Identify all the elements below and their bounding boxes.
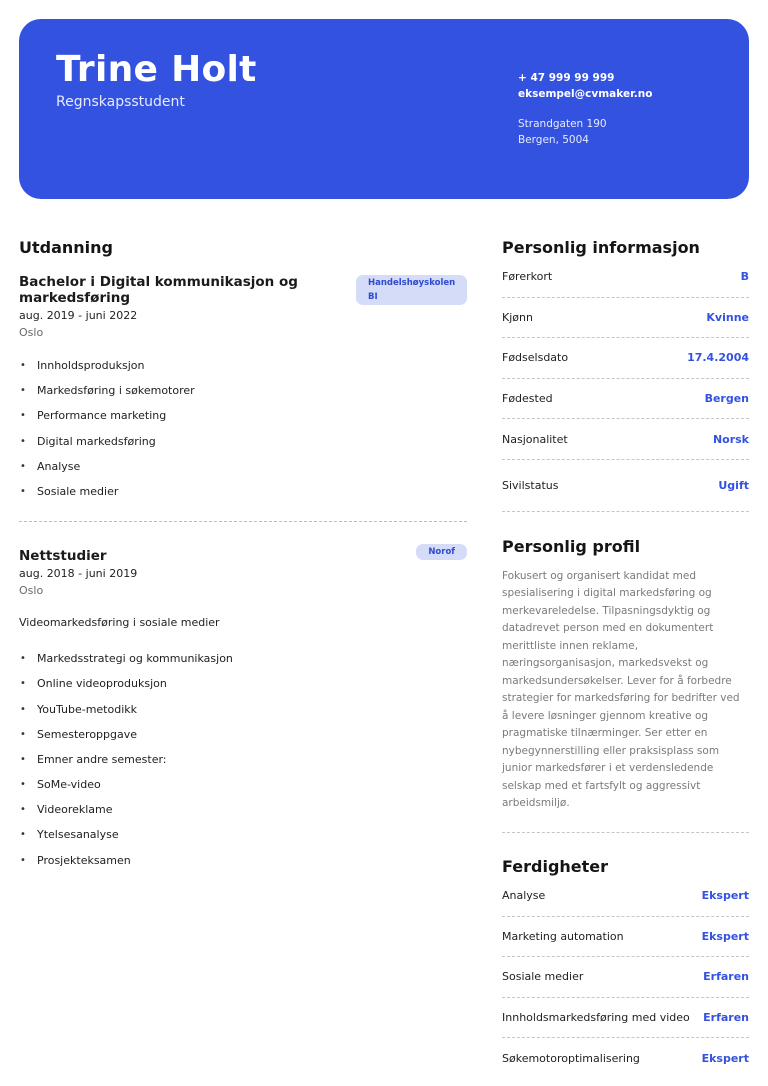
list-item: • Performance marketing [19,403,467,428]
info-value: Kvinne [706,310,749,324]
info-label: Nasjonalitet [502,432,568,446]
info-value: Ugift [718,478,749,492]
education-entry [19,274,467,504]
skill-level: Erfaren [703,1011,749,1025]
sidebar-column [502,238,749,1079]
skill-level: Erfaren [703,970,749,984]
skill-label: Marketing automation [502,929,624,943]
personal-info-row [502,338,749,379]
info-value: Bergen [704,392,749,406]
info-value: 17.4.2004 [687,351,749,365]
education-date: aug. 2018 - juni 2019 [19,567,138,581]
list-item: • Ytelsesanalyse [19,822,467,847]
education-course-list [19,353,467,504]
list-item: • Digital markedsføring [19,429,467,454]
city-address: Bergen, 5004 [518,134,589,146]
info-label: Kjønn [502,310,533,324]
profile-text: Fokusert og organisert kandidat med spesialisering i digital markedsføring og merkevareledelse. Tilpasningsdyktig og datadrevet person med en dokumentert merittliste innen reklame, næringsorganisasjon, markedsvekst og markedsundersøkelser. Lever for å forbedre strategier for markedsføring for bedrifter ved å levere løsninger gjennom kreative og pragmatiske tilnærminger. Ser etter en nybegynnerstilling eller praksisplass som junior markedsfører i et verdensledende selskap med et fartsfylt og aggressivt arbeidsmiljø. [502,569,740,810]
list-item: • Online videoproduksjon [19,671,467,696]
candidate-name: Trine Holt [56,49,257,90]
personal-info-row [502,257,749,298]
info-label: Sivilstatus [502,478,559,492]
education-place: Oslo [19,326,44,339]
education-section [19,238,467,873]
street-address: Strandgaten 190 [518,118,607,130]
education-date: aug. 2019 - juni 2022 [19,309,138,322]
skills-heading: Ferdigheter [502,856,609,876]
education-place: Oslo [19,584,44,598]
info-value: B [740,270,749,284]
personal-info-row [502,419,749,460]
skill-label: Innholdsmarkedsføring med video [502,1011,690,1025]
contact-info [518,70,652,102]
profile-heading: Personlig profil [502,536,641,556]
skill-row [502,1038,749,1079]
skill-row [502,998,749,1039]
candidate-role: Regnskapsstudent [56,94,185,110]
skill-row [502,876,749,917]
skill-label: Analyse [502,889,546,903]
list-item: • Videoreklame [19,797,467,822]
skill-label: Søkemotoroptimalisering [502,1052,640,1066]
list-item: • Markedsføring i søkemotorer [19,378,467,403]
list-item: • Markedsstrategi og kommunikasjon [19,646,467,671]
institution-badge: Norof [416,544,467,560]
personal-info-row [502,298,749,339]
list-item: • SoMe-video [19,772,467,797]
info-label: Førerkort [502,270,553,284]
list-item: • Analyse [19,454,467,479]
education-entry [19,548,467,873]
education-title: Nettstudier [19,548,107,565]
skill-label: Sosiale medier [502,970,584,984]
skill-level: Ekspert [701,929,749,943]
list-item: • Prosjekteksamen [19,848,467,873]
personal-info-row [502,460,749,512]
info-value: Norsk [712,432,749,446]
skills-list [502,876,749,1079]
education-description: Videomarkedsføring i sosiale medier [19,616,220,630]
education-heading: Utdanning [19,238,113,257]
info-label: Fødselsdato [502,351,569,365]
list-item: • YouTube-metodikk [19,697,467,722]
info-label: Fødested [502,392,553,406]
education-title: Bachelor i Digital kommunikasjon og markedsføring [19,274,298,306]
list-item: • Innholdsproduksjon [19,353,467,378]
cv-header [19,19,749,199]
list-item: • Sosiale medier [19,479,467,504]
personal-info-heading: Personlig informasjon [502,238,700,257]
section-divider [502,832,749,833]
list-item: • Semesteroppgave [19,722,467,747]
list-item: • Emner andre semester: [19,747,467,772]
address [518,116,607,148]
personal-info-list [502,257,749,512]
personal-info-row [502,379,749,420]
phone-number[interactable]: + 47 999 99 999 [518,72,615,84]
education-course-list [19,646,467,873]
email-address[interactable]: eksempel@cvmaker.no [518,88,653,100]
skill-row [502,917,749,958]
section-divider [19,521,467,522]
institution-badge: Handelshøyskolen BI [356,275,467,305]
skill-level: Ekspert [701,889,749,903]
skill-level: Ekspert [701,1052,749,1066]
skill-row [502,957,749,998]
